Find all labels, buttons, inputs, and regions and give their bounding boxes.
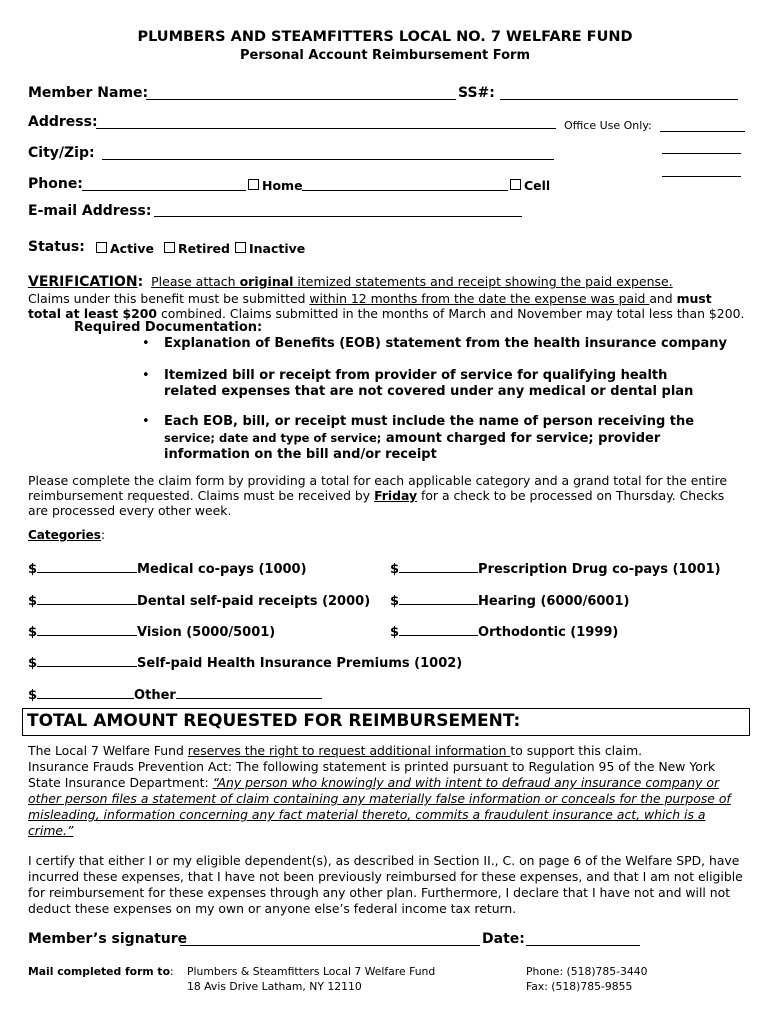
dental-label: Dental self-paid receipts (2000) <box>137 594 371 609</box>
dollar-sign: $ <box>28 594 38 609</box>
category-premiums[interactable] <box>28 654 462 671</box>
phone-label: Phone: <box>28 176 83 192</box>
legal-text <box>28 743 746 839</box>
dollar-sign: $ <box>390 625 400 640</box>
active-label: Active <box>110 241 154 256</box>
prescription-label: Prescription Drug co-pays (1001) <box>478 562 721 577</box>
cell-option[interactable] <box>510 178 550 193</box>
dollar-sign: $ <box>28 562 38 577</box>
bullet-marker: • <box>142 414 150 429</box>
cell-label: Cell <box>524 178 551 193</box>
bullet3-a: Each EOB, bill, or receipt must include the name of person receiving the <box>164 414 695 429</box>
total-amount-label: TOTAL AMOUNT REQUESTED FOR REIMBURSEMENT: <box>27 711 521 731</box>
ss-field[interactable] <box>500 99 738 100</box>
claims-underlined: within 12 months from the date the expense was paid <box>309 291 650 306</box>
instructions-pre: Please complete the claim form by providing a total for each applicable category and a grand total for the entire reimbursement requested. Claims must be received by <box>28 473 728 503</box>
bullet-marker: • <box>142 336 150 351</box>
claims-and: and <box>649 291 677 306</box>
date-label: Date: <box>482 931 525 947</box>
dollar-sign: $ <box>390 594 400 609</box>
legal-quote: “Any person who knowingly and with intent to defraud any insurance company or other person files a statement of claim containing any materially false information or conceals for the purpose of misleading, information concerning any fact material thereto, commits a fraudulent insurance act, which is a crime.” <box>28 775 731 838</box>
other-label: Other <box>134 688 176 703</box>
attach-pre: Please attach <box>151 274 240 289</box>
home-option[interactable] <box>248 178 303 193</box>
attach-original: original <box>239 274 294 289</box>
bullet-each-eob <box>164 414 736 463</box>
required-documentation-heading: Required Documentation: <box>74 320 263 335</box>
fax-number: Fax: (518)785-9855 <box>526 980 633 993</box>
status-label: Status: <box>28 239 85 255</box>
instructions-friday: Friday <box>374 488 418 503</box>
mail-to-label <box>28 965 174 978</box>
category-vision[interactable] <box>28 623 275 640</box>
email-field[interactable] <box>154 216 522 217</box>
bullet3-b: service; date and type of service; <box>164 431 382 445</box>
inactive-label: Inactive <box>249 241 306 256</box>
verification-colon: : <box>137 274 144 290</box>
categories-heading-text: Categories <box>28 528 101 542</box>
orthodontic-label: Orthodontic (1999) <box>478 625 619 640</box>
medical-label: Medical co-pays (1000) <box>137 562 307 577</box>
attach-post: itemized statements and receipt showing the paid expense. <box>293 274 673 289</box>
city-zip-field[interactable] <box>102 159 554 160</box>
home-checkbox[interactable] <box>248 179 259 190</box>
form-subtitle: Personal Account Reimbursement Form <box>239 48 531 63</box>
certification-text: I certify that either I or my eligible dependent(s), as described in Section II., C. on page 6 of the Welfare SPD, have incurred these expenses, that I have not been previously reimbursed for these expenses, and that I am not eligible for reimbursement for these expenses through any other plan. Furthermore, I declare that I have not and will not deduct these expenses on my own or anyone else’s federal income tax return. <box>28 853 743 916</box>
date-field[interactable] <box>526 945 640 946</box>
total-amount-box[interactable] <box>22 708 750 736</box>
phone-number: Phone: (518)785-3440 <box>526 965 648 978</box>
category-other[interactable] <box>28 686 322 703</box>
address-label: Address: <box>28 114 98 130</box>
legal-l2: Insurance Frauds Prevention Act: The following statement is printed pursuant to Regulation 95 of the New York State Insurance Department: <box>28 759 716 790</box>
other-amount-field[interactable] <box>37 686 134 699</box>
vision-amount-field[interactable] <box>37 623 137 636</box>
bullet3-c: amount charged for service; provider information on the bill and/or receipt <box>164 431 661 462</box>
cell-checkbox[interactable] <box>510 179 521 190</box>
office-use-field-2 <box>662 153 741 154</box>
inactive-checkbox[interactable] <box>235 242 246 253</box>
signature-field[interactable] <box>180 945 480 946</box>
premiums-label: Self-paid Health Insurance Premiums (1002) <box>137 656 463 671</box>
bullet-eob: Explanation of Benefits (EOB) statement from the health insurance company <box>164 336 727 351</box>
home-phone-field[interactable] <box>302 190 508 191</box>
vision-label: Vision (5000/5001) <box>137 625 276 640</box>
mail-label-text: Mail completed form to <box>28 965 171 978</box>
medical-amount-field[interactable] <box>37 560 137 573</box>
dollar-sign: $ <box>28 625 38 640</box>
address-field[interactable] <box>96 128 556 129</box>
claims-pre: Claims under this benefit must be submitted <box>28 291 310 306</box>
hearing-label: Hearing (6000/6001) <box>478 594 630 609</box>
member-name-field[interactable] <box>146 99 456 100</box>
legal-l1-underlined: reserves the right to request additional information <box>187 743 511 758</box>
bullet-marker: • <box>142 368 150 383</box>
status-active-option[interactable] <box>96 241 154 256</box>
mail-colon: : <box>170 965 174 978</box>
verification-heading: VERIFICATION <box>28 274 138 290</box>
legal-l1-pre: The Local 7 Welfare Fund <box>28 743 188 758</box>
hearing-amount-field[interactable] <box>399 592 478 605</box>
phone-field[interactable] <box>82 190 246 191</box>
categories-colon: : <box>100 528 105 542</box>
prescription-amount-field[interactable] <box>399 560 478 573</box>
active-checkbox[interactable] <box>96 242 107 253</box>
premiums-amount-field[interactable] <box>37 654 137 667</box>
ss-label: SS#: <box>458 85 495 101</box>
orthodontic-amount-field[interactable] <box>399 623 478 636</box>
claims-post: combined. Claims submitted in the months of March and November may total less than $200. <box>157 305 745 321</box>
claims-bold: must total at least $200 <box>28 291 712 321</box>
dental-amount-field[interactable] <box>37 592 137 605</box>
form-title: PLUMBERS AND STEAMFITTERS LOCAL NO. 7 WELFARE FUND <box>137 29 633 45</box>
office-use-field-1 <box>660 131 745 132</box>
category-dental[interactable] <box>28 592 370 609</box>
retired-label: Retired <box>178 241 230 256</box>
category-hearing[interactable] <box>390 592 629 609</box>
category-prescription[interactable] <box>390 560 721 577</box>
dollar-sign: $ <box>28 688 38 703</box>
dollar-sign: $ <box>28 656 38 671</box>
status-inactive-option[interactable] <box>235 241 305 256</box>
categories-heading <box>28 528 105 542</box>
bullet-itemized: Itemized bill or receipt from provider of service for qualifying health related expenses that are not covered under any medical or dental plan <box>164 368 694 399</box>
other-description-field[interactable] <box>176 686 322 699</box>
legal-l1-post: to support this claim. <box>510 743 643 758</box>
claims-rule <box>28 292 746 321</box>
category-medical[interactable] <box>28 560 307 577</box>
dollar-sign: $ <box>390 562 400 577</box>
mail-address-line-1: Plumbers & Steamfitters Local 7 Welfare Fund <box>187 965 436 978</box>
office-use-field-3 <box>662 176 741 177</box>
member-name-label: Member Name: <box>28 85 149 101</box>
signature-label: Member’s signature <box>28 931 188 947</box>
email-label: E-mail Address: <box>28 203 152 219</box>
status-retired-option[interactable] <box>164 241 230 256</box>
instructions-post: for a check to be processed on Thursday. Checks are processed every other week. <box>28 488 725 518</box>
mail-address-line-2: 18 Avis Drive Latham, NY 12110 <box>187 980 362 993</box>
verification-line <box>28 274 673 290</box>
city-zip-label: City/Zip: <box>28 145 95 161</box>
home-label: Home <box>262 178 303 193</box>
category-orthodontic[interactable] <box>390 623 618 640</box>
retired-checkbox[interactable] <box>164 242 175 253</box>
office-use-label: Office Use Only: <box>564 119 652 132</box>
instructions <box>28 473 728 518</box>
